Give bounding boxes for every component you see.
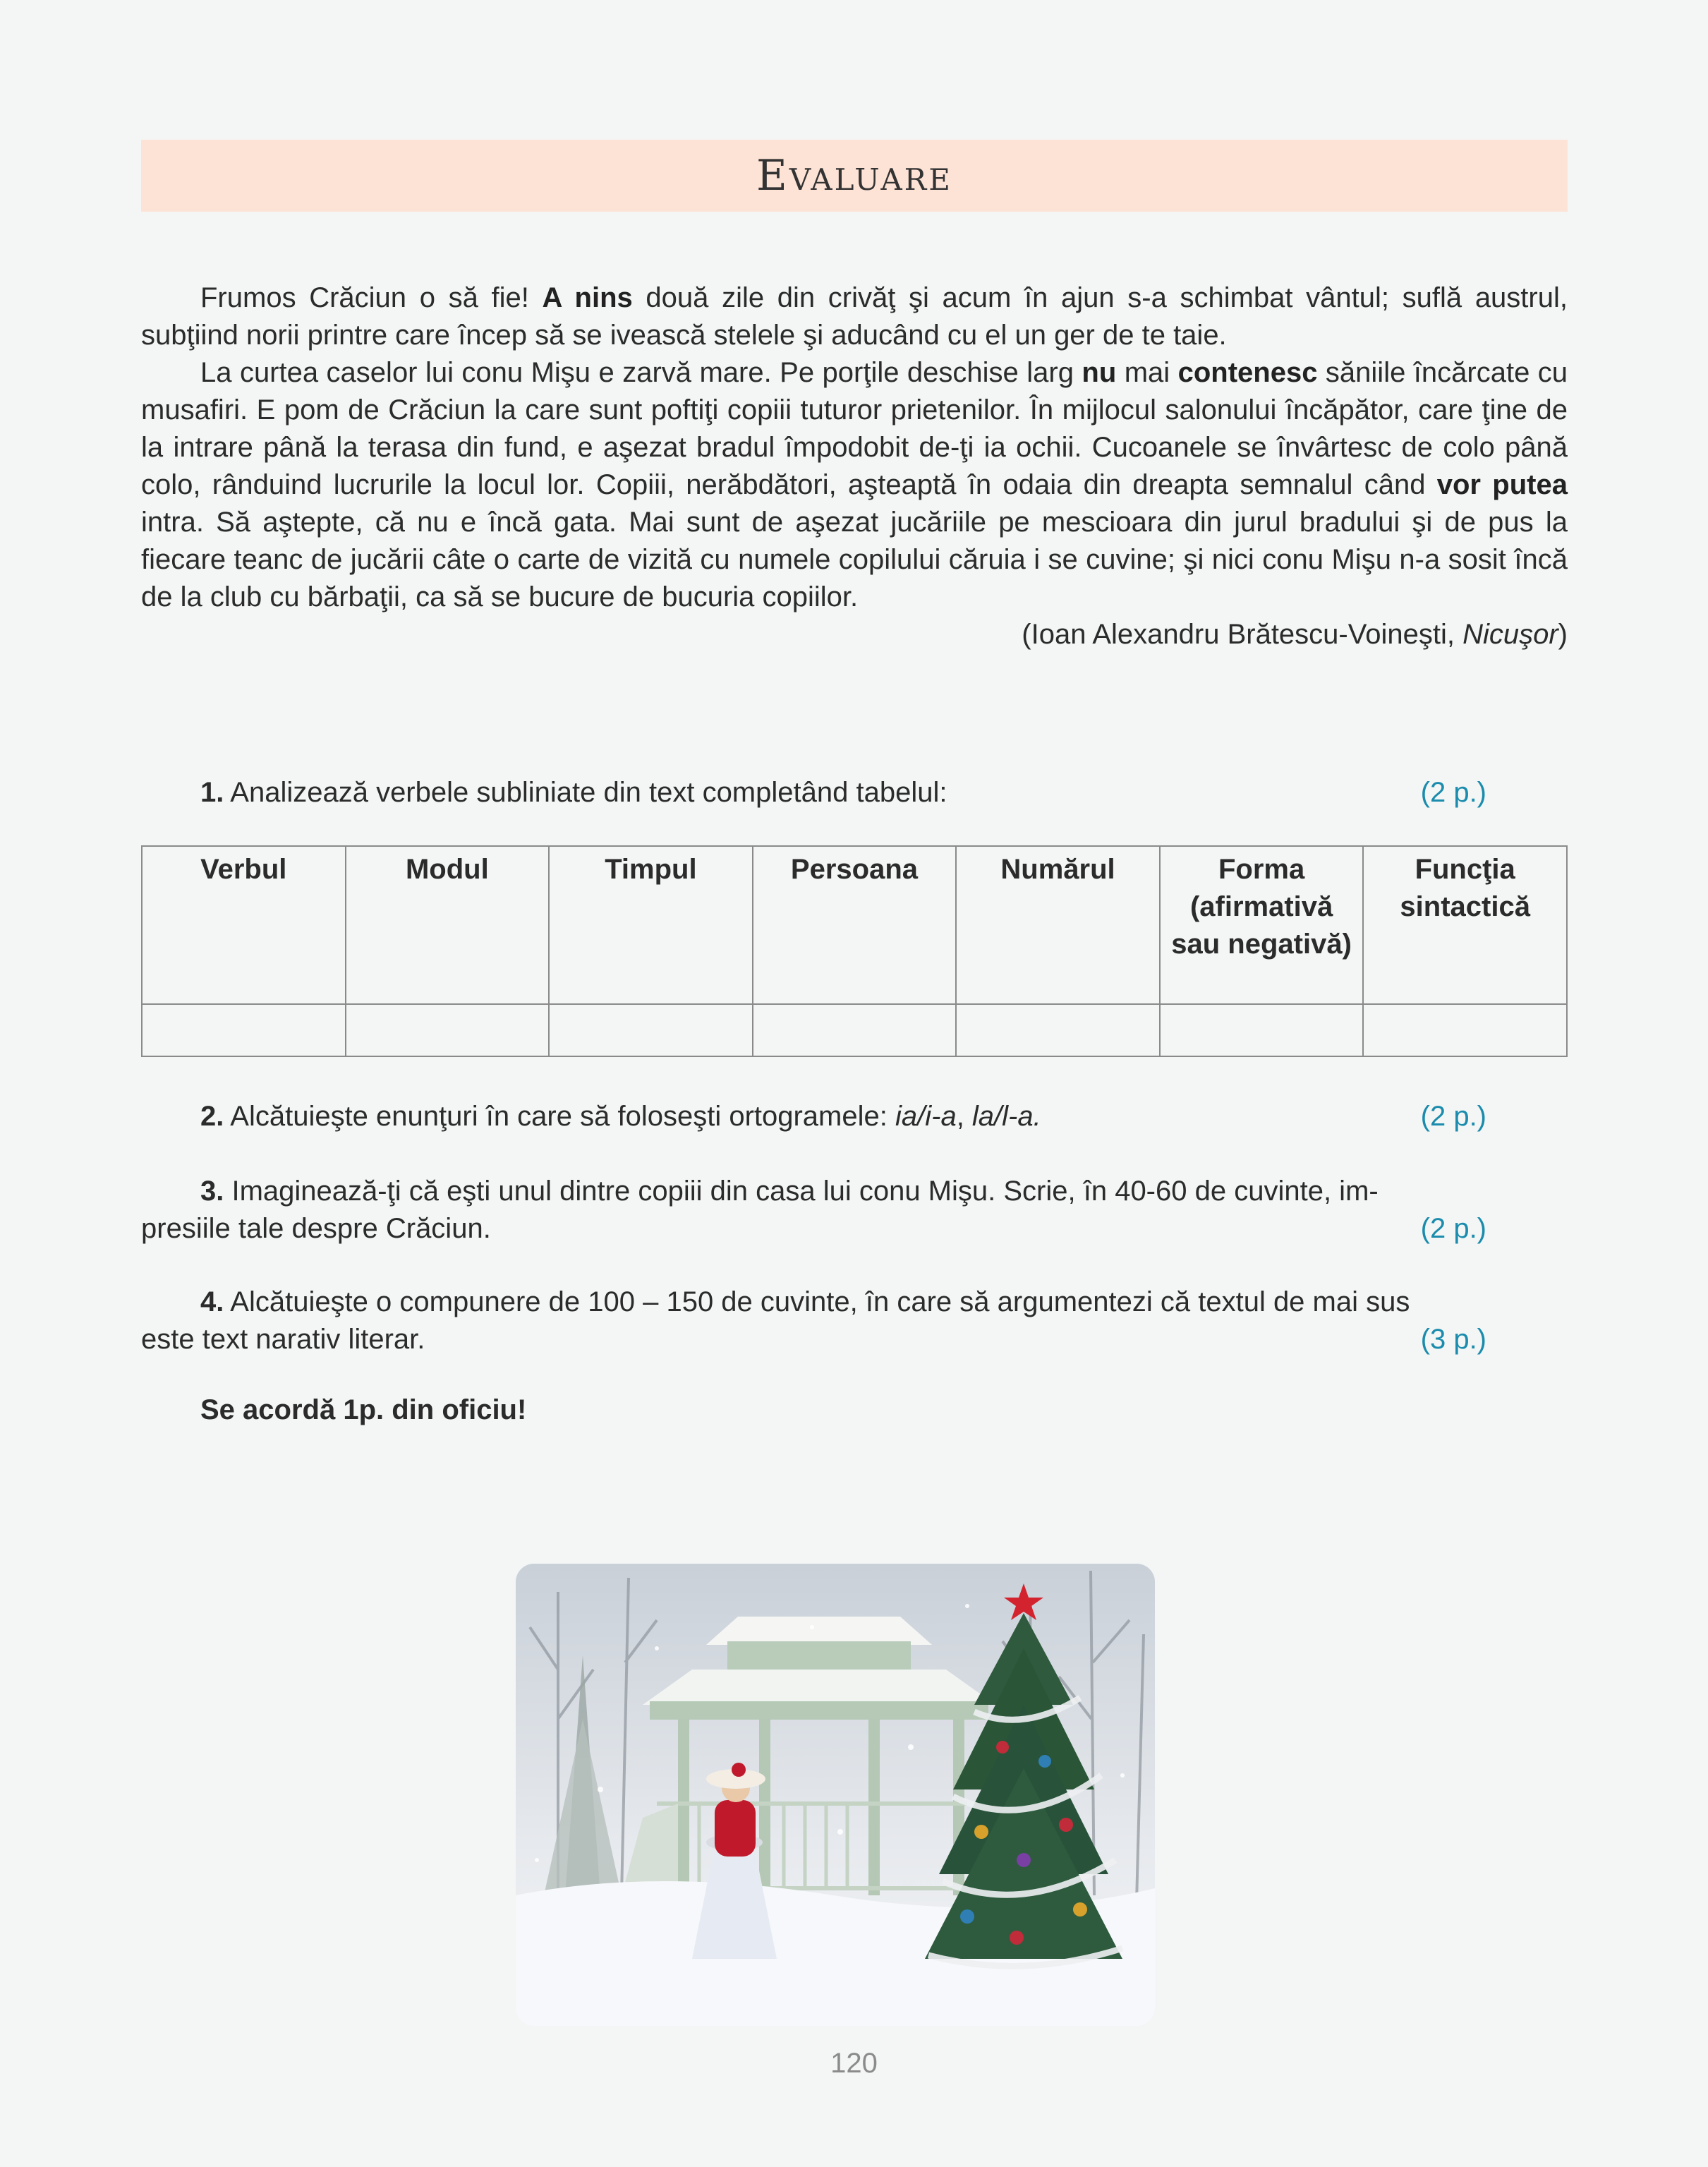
table-cell[interactable]	[142, 1004, 346, 1056]
task-text: Alcătuieşte enunţuri în care să foloseşti ortogramele:	[224, 1101, 895, 1132]
task-separator: ,	[956, 1101, 972, 1132]
winter-christmas-illustration	[516, 1564, 1155, 2026]
page-title: Evaluare	[756, 151, 952, 200]
task-text: Alcătuieşte o compunere de 100 – 150 de cuvinte, în care să argumentezi că textul de mai sus	[224, 1286, 1410, 1317]
source-title: Nicuşor	[1462, 619, 1558, 650]
task-ortogram: ia/i-a	[895, 1101, 957, 1132]
bonus-note: Se acordă 1p. din oficiu!	[200, 1394, 527, 1425]
task-text: Imaginează-ţi că eşti unul dintre copiii din casa lui conu Mişu. Scrie, în 40-60 de cuvinte, im-	[224, 1176, 1379, 1207]
story-paragraph-2	[141, 354, 1568, 616]
task-3	[141, 1173, 1568, 1248]
source-author: (Ioan Alexandru Brătescu-Voineşti,	[1022, 619, 1463, 650]
highlighted-verb: vor putea	[1436, 469, 1568, 500]
story-paragraph-1	[141, 279, 1568, 354]
source-close: )	[1558, 619, 1568, 650]
table-cell[interactable]	[549, 1004, 753, 1056]
column-header: Timpul	[549, 846, 753, 1004]
story-source	[141, 616, 1568, 653]
highlighted-verb: nu	[1082, 357, 1117, 388]
table-cell[interactable]	[753, 1004, 957, 1056]
task-points: (3 p.)	[1420, 1324, 1486, 1355]
story-segment: La curtea caselor lui conu Mişu e zarvă mare. Pe porţile deschise larg	[200, 357, 1082, 388]
task-number: 4.	[200, 1286, 224, 1317]
verb-analysis-table	[141, 845, 1568, 1057]
task-points: (2 p.)	[1420, 1101, 1486, 1132]
task-1	[141, 774, 1568, 811]
story-segment: săniile încărcate cu musafiri. E pom de Crăciun la care sunt poftiţi copiii tuturor prietenilor. În mijlocul salonului încăpător, care ţine de la intrare până la terasa din fund, e aşezat bradul împodobit de-ţi ia ochii. Cucoanele se învârtesc de colo până colo, rânduind lucrurile la locul lor. Copiii, nerăbdători, aşteaptă în odaia din dreapta semnalul când	[141, 357, 1568, 500]
task-points: (2 p.)	[1420, 777, 1486, 808]
table-cell[interactable]	[1363, 1004, 1567, 1056]
highlighted-verb: A nins	[542, 282, 633, 313]
story-text	[141, 279, 1568, 653]
story-segment: Frumos Crăciun o să fie!	[200, 282, 543, 313]
task-ortogram: la/l-a.	[971, 1101, 1041, 1132]
highlighted-verb: contenesc	[1177, 357, 1318, 388]
column-header: Numărul	[956, 846, 1160, 1004]
story-segment: două zile din crivăţ şi acum în ajun s-a schimbat vântul; suflă austrul, subţiind norii printre care încep să se ivească stelele şi aducând cu el un ger de te taie.	[141, 282, 1568, 351]
task-2	[141, 1098, 1568, 1135]
task-text-line2: este text narativ literar.	[141, 1324, 425, 1355]
task-number: 2.	[200, 1101, 224, 1132]
column-header: Persoana	[753, 846, 957, 1004]
task-text: Analizează verbele subliniate din text completând tabelul:	[224, 777, 947, 808]
task-number: 1.	[200, 777, 224, 808]
table-cell[interactable]	[346, 1004, 550, 1056]
column-header: Forma (afirmativă sau negativă)	[1160, 846, 1364, 1004]
task-4	[141, 1284, 1568, 1358]
story-segment: mai	[1116, 357, 1178, 388]
task-number: 3.	[200, 1176, 224, 1207]
column-header: Funcţia sintactică	[1363, 846, 1567, 1004]
table-cell[interactable]	[956, 1004, 1160, 1056]
winter-scene-image	[516, 1564, 1155, 2026]
task-points: (2 p.)	[1420, 1213, 1486, 1244]
column-header: Verbul	[142, 846, 346, 1004]
title-banner	[141, 140, 1568, 212]
table-cell[interactable]	[1160, 1004, 1364, 1056]
task-text-line2: presiile tale despre Crăciun.	[141, 1213, 491, 1244]
page-number: 120	[830, 2048, 878, 2079]
column-header: Modul	[346, 846, 550, 1004]
story-segment: intra. Să aştepte, că nu e încă gata. Mai sunt de aşezat jucăriile pe mescioara din jurul bradului şi de pus la fiecare teanc de jucării câte o carte de vizită cu numele copilului căruia i se cuvine; şi nici conu Mişu n-a sosit încă de la club cu bărbaţii, ca să se bucure de bucuria copiilor.	[141, 507, 1568, 612]
table-row	[142, 1004, 1567, 1056]
